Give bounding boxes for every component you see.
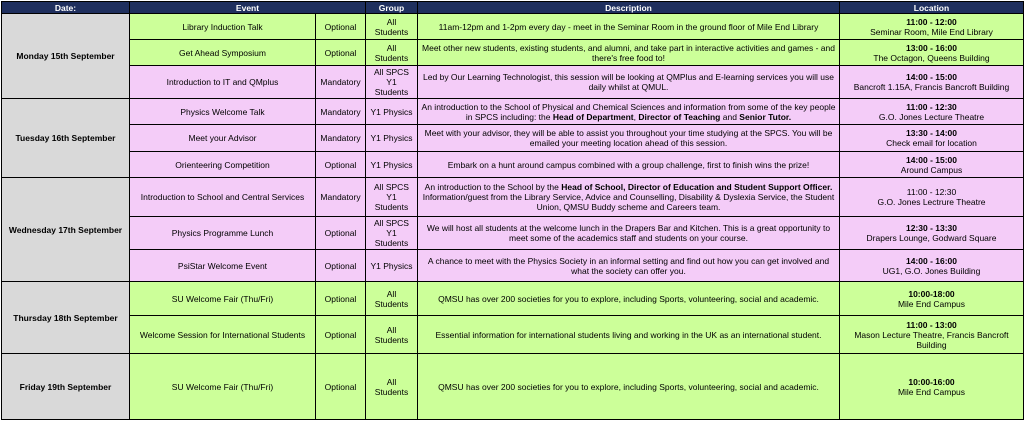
event-group: Y1 Physics: [366, 250, 418, 282]
event-group: All Students: [366, 354, 418, 420]
day-friday: Friday 19th September: [2, 354, 130, 420]
table-row: [2, 217, 1024, 250]
location-place: Seminar Room, Mile End Library: [870, 26, 993, 37]
event-type: Mandatory: [316, 125, 366, 152]
day-thursday: Thursday 18th September: [2, 282, 130, 354]
header-date: Date:: [2, 2, 130, 14]
event-description: Embark on a hunt around campus combined with a group challenge, first to finish wins the prize!: [418, 152, 840, 178]
event-location: [840, 152, 1024, 178]
event-location: [840, 250, 1024, 282]
event-location: [840, 178, 1024, 217]
event-type: Optional: [316, 217, 366, 250]
event-description: An introduction to the School by the Head of School, Director of Education and Student Support Officer. Information/guest from the Library Service, Advice and Counselling, Disability & Dyslexia Service, the Student Union, QMSU Buddy scheme and Careers team.: [418, 178, 840, 217]
location-time: 11:00 - 12:00: [906, 16, 957, 27]
location-place: Mile End Campus: [897, 386, 966, 397]
event-group: All Students: [366, 282, 418, 316]
event-type: Mandatory: [316, 178, 366, 217]
table-row: [2, 250, 1024, 282]
event-name: Meet your Advisor: [130, 125, 316, 152]
table-row: [2, 152, 1024, 178]
location-place: Mile End Campus: [897, 298, 966, 309]
table-row: [2, 14, 1024, 40]
event-group: All SPCS Y1 Students: [366, 66, 418, 99]
event-type: Optional: [316, 40, 366, 66]
location-time: 11:00 - 12:30: [906, 187, 957, 197]
event-location: [840, 282, 1024, 316]
event-type: Mandatory: [316, 66, 366, 99]
location-time: 10:00-16:00: [908, 376, 955, 387]
location-place: G.O. Jones Lecture Theatre: [878, 111, 985, 122]
table-row: [2, 354, 1024, 420]
header-description: Description: [418, 2, 840, 14]
event-location: [840, 99, 1024, 125]
event-location: [840, 316, 1024, 354]
event-name: Physics Programme Lunch: [130, 217, 316, 250]
event-description: QMSU has over 200 societies for you to explore, including Sports, volunteering, social and academic.: [418, 282, 840, 316]
event-name: Orienteering Competition: [130, 152, 316, 178]
location-time: 12:30 - 13:30: [905, 223, 958, 233]
event-name: Introduction to IT and QMplus: [130, 66, 316, 99]
location-place: Drapers Lounge, Godward Square: [866, 233, 997, 243]
event-group: Y1 Physics: [366, 125, 418, 152]
event-group: All Students: [366, 316, 418, 354]
header-row: [2, 2, 1024, 14]
schedule-table: [1, 1, 1024, 420]
event-location: [840, 354, 1024, 420]
table-row: [2, 282, 1024, 316]
event-group: All Students: [366, 14, 418, 40]
event-description: We will host all students at the welcome lunch in the Drapers Bar and Kitchen. This is a great opportunity to meet some of the academics staff and students on your course.: [418, 217, 840, 250]
event-location: [840, 66, 1024, 99]
header-group: Group: [366, 2, 418, 14]
table-row: [2, 316, 1024, 354]
location-time: 13:30 - 14:00: [905, 128, 958, 138]
location-place: Mason Lecture Theatre, Francis Bancroft Building: [854, 329, 1009, 350]
event-location: [840, 40, 1024, 66]
event-name: Get Ahead Symposium: [130, 40, 316, 66]
event-group: All SPCS Y1 Students: [366, 178, 418, 217]
event-type: Optional: [316, 152, 366, 178]
event-name: Physics Welcome Talk: [130, 99, 316, 125]
event-description: Led by Our Learning Technologist, this session will be looking at QMPlus and E-learning services you will use daily whilst at QMUL.: [418, 66, 840, 99]
event-name: Library Induction Talk: [130, 14, 316, 40]
event-location: [840, 125, 1024, 152]
location-place: UG1, G.O. Jones Building: [882, 265, 981, 276]
event-name: SU Welcome Fair (Thu/Fri): [130, 282, 316, 316]
event-name: SU Welcome Fair (Thu/Fri): [130, 354, 316, 420]
table-row: [2, 125, 1024, 152]
location-place: G.O. Jones Lectrure Theatre: [877, 197, 986, 207]
location-place: Bancroft 1.15A, Francis Bancroft Building: [853, 82, 1010, 92]
event-description: QMSU has over 200 societies for you to explore, including Sports, volunteering, social and academic.: [418, 354, 840, 420]
location-time: 11:00 - 12:30: [906, 101, 957, 112]
event-description: An introduction to the School of Physical and Chemical Sciences and information from some of the key people in SPCS including: the Head of Department, Director of Teaching and Senior Tutor.: [418, 99, 840, 125]
event-type: Optional: [316, 316, 366, 354]
event-name: Welcome Session for International Students: [130, 316, 316, 354]
header-location: Location: [840, 2, 1024, 14]
table-row: [2, 40, 1024, 66]
event-group: Y1 Physics: [366, 152, 418, 178]
event-group: All Students: [366, 40, 418, 66]
table-row: [2, 178, 1024, 217]
location-place: Around Campus: [900, 164, 963, 175]
event-description: Meet with your advisor, they will be able to assist you throughout your time studying at the SPCS. You will be emailed your meeting location ahead of this session.: [418, 125, 840, 152]
event-type: Mandatory: [316, 99, 366, 125]
table-row: [2, 99, 1024, 125]
event-location: [840, 217, 1024, 250]
event-name: Introduction to School and Central Services: [130, 178, 316, 217]
event-description: 11am-12pm and 1-2pm every day - meet in the Seminar Room in the ground floor of Mile End Library: [418, 14, 840, 40]
location-time: 14:00 - 15:00: [905, 72, 958, 82]
event-type: Optional: [316, 250, 366, 282]
event-description: Meet other new students, existing students, and alumni, and take part in interactive activities and games - and there's free food to!: [418, 40, 840, 66]
table-row: [2, 66, 1024, 99]
location-time: 11:00 - 13:00: [906, 319, 957, 330]
location-place: Check email for location: [886, 138, 977, 148]
event-type: Optional: [316, 282, 366, 316]
event-group: Y1 Physics: [366, 99, 418, 125]
day-wednesday: Wednesday 17th September: [2, 178, 130, 282]
event-name: PsiStar Welcome Event: [130, 250, 316, 282]
location-time: 13:00 - 16:00: [905, 42, 958, 53]
header-event: Event: [130, 2, 366, 14]
day-monday: Monday 15th September: [2, 14, 130, 99]
event-group: All SPCS Y1 Students: [366, 217, 418, 250]
day-tuesday: Tuesday 16th September: [2, 99, 130, 178]
event-type: Optional: [316, 354, 366, 420]
event-type: Optional: [316, 14, 366, 40]
location-place: The Octagon, Queens Building: [873, 52, 990, 63]
location-time: 10:00-18:00: [908, 288, 955, 299]
location-time: 14:00 - 15:00: [905, 154, 958, 165]
event-description: A chance to meet with the Physics Society in an informal setting and find out how you can get involved and what the society can offer you.: [418, 250, 840, 282]
location-time: 14:00 - 16:00: [905, 255, 958, 266]
event-description: Essential information for international students living and working in the UK as an international student.: [418, 316, 840, 354]
event-location: [840, 14, 1024, 40]
